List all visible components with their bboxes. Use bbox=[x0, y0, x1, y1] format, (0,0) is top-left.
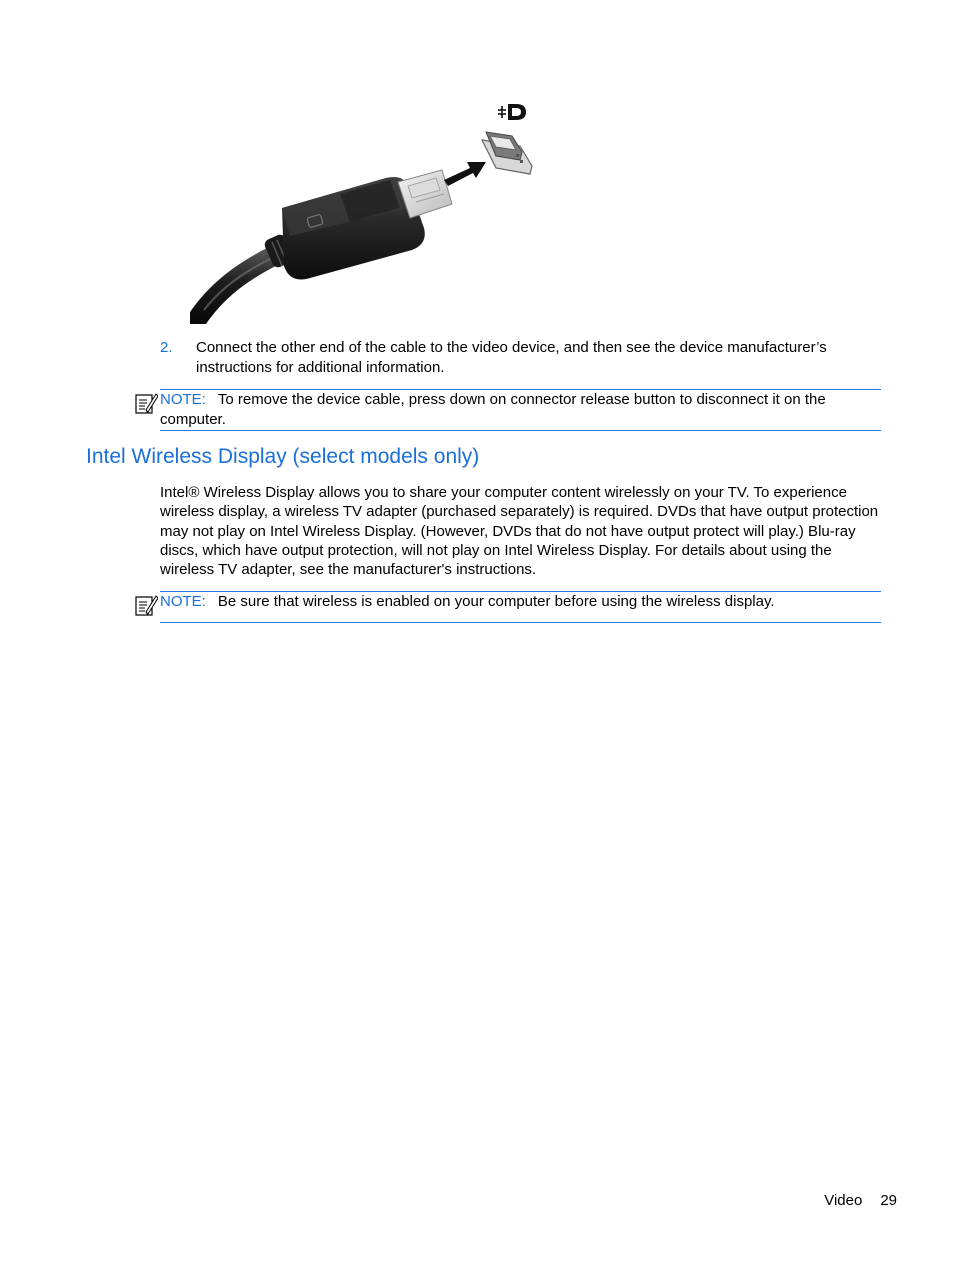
note-disconnect-cable bbox=[160, 389, 881, 431]
displayport-port bbox=[482, 132, 532, 174]
page-footer bbox=[824, 1191, 897, 1210]
insert-arrow-icon bbox=[444, 162, 486, 186]
section-paragraph: Intel® Wireless Display allows you to share your computer content wirelessly on your TV. To experience wireless display, a wireless TV adapter (purchased separately) is required. DVDs that have output protection may not play on Intel Wireless Display. (However, DVDs that do not have output protect will play.) Blu-ray discs, which have output protection, will not play on Intel Wireless Display. For details about using the wireless TV adapter, see the manufacturer's instructions. bbox=[160, 484, 879, 579]
step-2 bbox=[160, 338, 880, 377]
note-wireless-enabled bbox=[160, 591, 881, 623]
step-number: 2. bbox=[160, 339, 173, 356]
note-pencil-icon bbox=[134, 391, 158, 415]
step-text: Connect the other end of the cable to the video device, and then see the device manufacturer’s instructions for additional information. bbox=[196, 339, 827, 376]
footer-section-name: Video bbox=[824, 1192, 863, 1209]
note-label: NOTE: bbox=[160, 593, 206, 610]
page-number: 29 bbox=[880, 1192, 897, 1209]
note-text: Be sure that wireless is enabled on your computer before using the wireless display. bbox=[217, 593, 775, 610]
note-text: To remove the device cable, press down on connector release button to disconnect it on the computer. bbox=[160, 391, 826, 428]
section-heading: Intel Wireless Display (select models only) bbox=[86, 445, 480, 468]
displayport-icon bbox=[498, 104, 526, 120]
note-pencil-icon bbox=[134, 593, 158, 617]
note-label: NOTE: bbox=[160, 391, 206, 408]
displayport-cable-illustration bbox=[190, 96, 540, 324]
